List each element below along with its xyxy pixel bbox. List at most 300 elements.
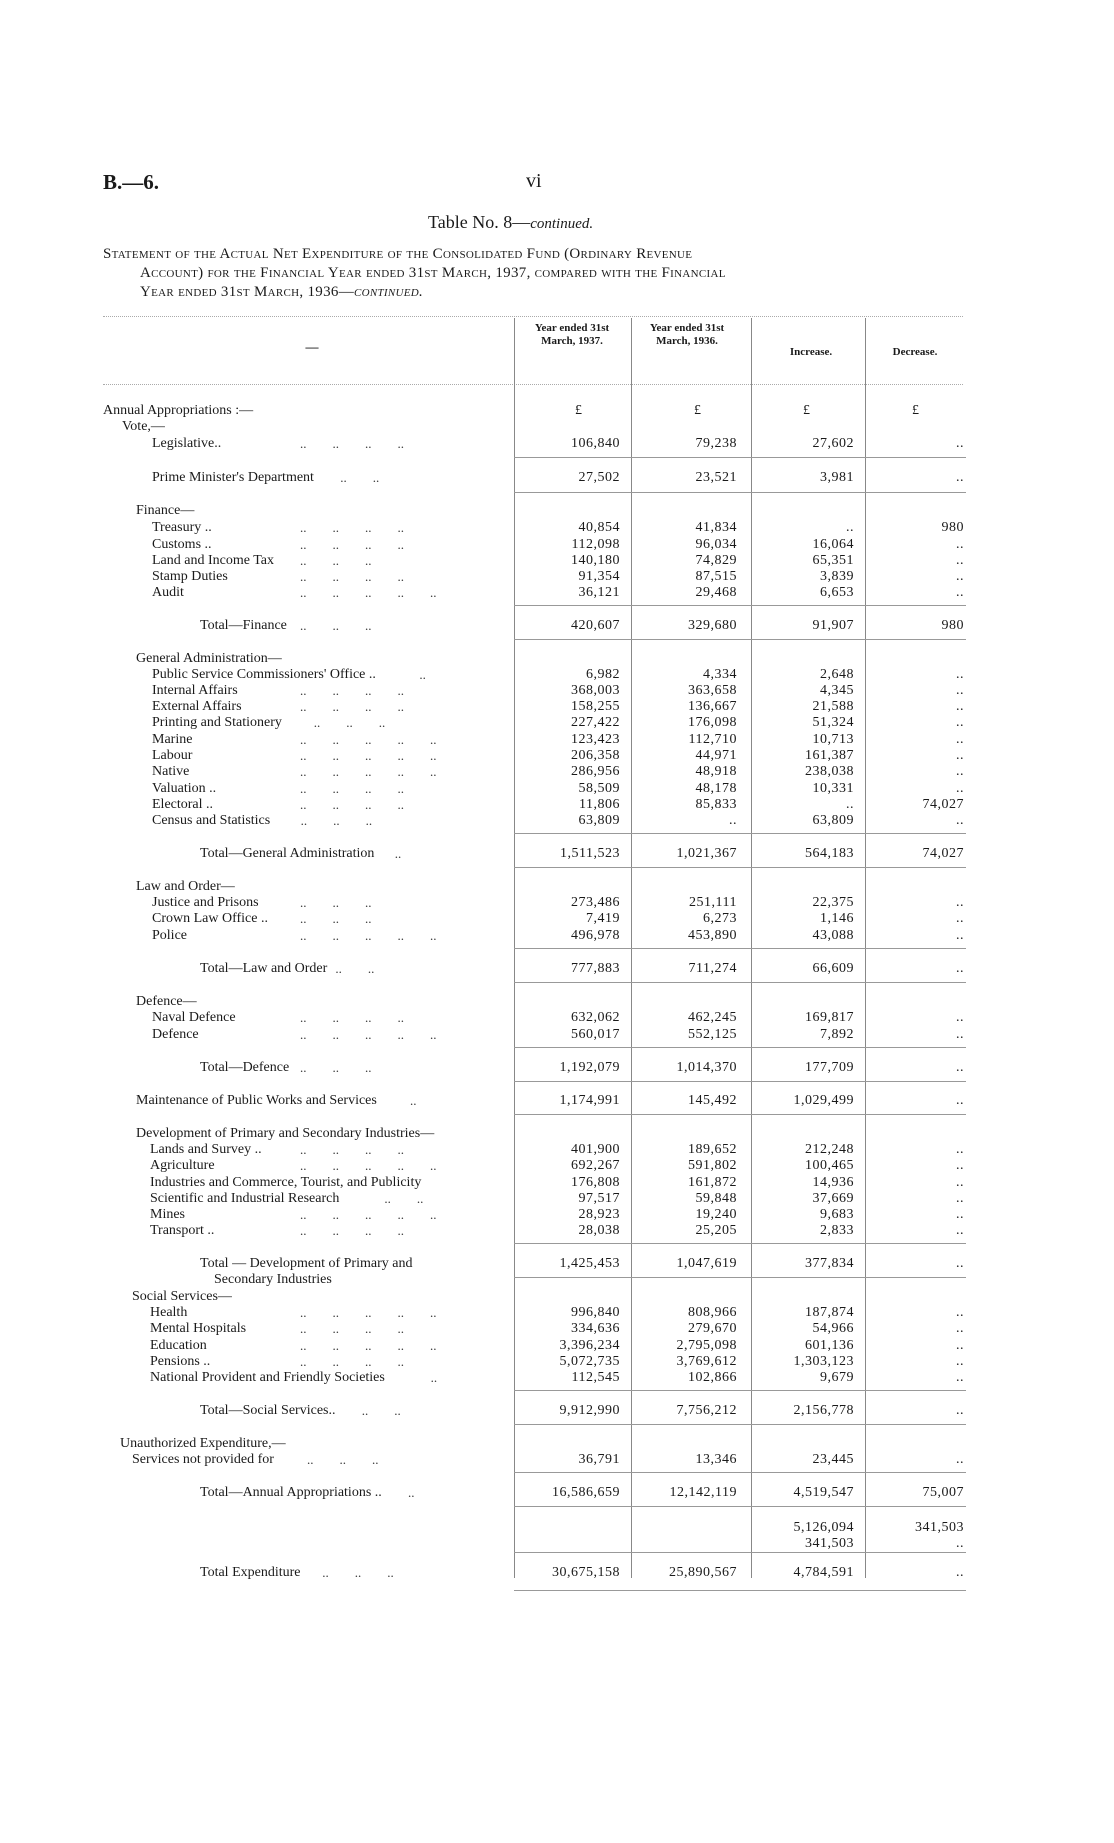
value-1936: 1,014,370 xyxy=(676,1060,737,1075)
row-label: Land and Income Tax xyxy=(152,553,274,568)
table-row-treasury xyxy=(0,520,1114,536)
table-row-total-defence xyxy=(0,1060,1114,1076)
table-row-annual-appropriations xyxy=(0,403,1114,419)
value-1937: 1,174,991 xyxy=(559,1093,620,1108)
value-increase: 65,351 xyxy=(812,553,854,568)
total-rule xyxy=(514,833,966,834)
value-decrease: .. xyxy=(956,1338,964,1353)
value-1936: 808,966 xyxy=(688,1305,737,1320)
value-decrease: .. xyxy=(956,764,964,779)
table-row-maintenance-of-public-works-and-services xyxy=(0,1093,1114,1109)
value-increase: 51,324 xyxy=(812,715,854,730)
value-decrease: .. xyxy=(956,683,964,698)
leader-dots: .. .. xyxy=(335,961,375,976)
header-year-1936: Year ended 31st March, 1936. xyxy=(649,322,725,347)
table-row-general-administration xyxy=(0,651,1114,667)
value-1936: 552,125 xyxy=(688,1027,737,1042)
table-row-naval-defence xyxy=(0,1010,1114,1026)
value-increase: 100,465 xyxy=(805,1158,854,1173)
value-1936: 48,178 xyxy=(695,781,737,796)
value-increase: 187,874 xyxy=(805,1305,854,1320)
value-decrease: .. xyxy=(956,1191,964,1206)
table-row-native xyxy=(0,764,1114,780)
value-increase: 3,839 xyxy=(820,569,854,584)
value-1937: 106,840 xyxy=(571,436,620,451)
table-row-lands-and-survey xyxy=(0,1142,1114,1158)
value-1936: 591,802 xyxy=(688,1158,737,1173)
table-row-total-annual-appropriations xyxy=(0,1485,1114,1501)
value-increase: 161,387 xyxy=(805,748,854,763)
currency-decrease: £ xyxy=(912,403,919,418)
value-decrease: 75,007 xyxy=(922,1485,964,1500)
value-decrease: 74,027 xyxy=(922,797,964,812)
value-1937: 496,978 xyxy=(571,928,620,943)
table-row-vote xyxy=(0,419,1114,435)
row-label: Total—Defence xyxy=(200,1060,290,1075)
leader-dots: .. .. xyxy=(340,470,380,485)
total-rule xyxy=(514,605,966,606)
row-label: Electoral .. xyxy=(152,797,214,812)
value-1936: .. xyxy=(729,813,737,828)
value-decrease: .. xyxy=(956,781,964,796)
value-decrease: .. xyxy=(956,1370,964,1385)
table-row-pensions xyxy=(0,1354,1114,1370)
table-row-law-and-order xyxy=(0,879,1114,895)
leader-dots: .. .. .. .. .. xyxy=(300,748,437,763)
row-label: Total — Development of Primary and xyxy=(200,1256,413,1271)
row-label: Stamp Duties xyxy=(152,569,228,584)
value-increase: 6,653 xyxy=(820,585,854,600)
leader-dots: .. .. .. xyxy=(322,1565,394,1580)
value-1936: 23,521 xyxy=(695,470,737,485)
table-row-external-affairs xyxy=(0,699,1114,715)
value-1937: 3,396,234 xyxy=(559,1338,620,1353)
row-label: Total—Annual Appropriations .. xyxy=(200,1485,382,1500)
value-1937: 11,806 xyxy=(579,797,620,812)
value-increase: 1,146 xyxy=(820,911,854,926)
total-rule xyxy=(514,492,966,493)
value-increase: 238,038 xyxy=(805,764,854,779)
total-rule xyxy=(514,1243,966,1244)
row-label: Treasury .. xyxy=(152,520,212,535)
leader-dots: .. .. .. .. xyxy=(300,520,404,535)
table-title xyxy=(428,212,593,233)
value-1936: 13,346 xyxy=(695,1452,737,1467)
table-row-valuation xyxy=(0,781,1114,797)
table-row-development-of-primary-and-secondary-industries xyxy=(0,1126,1114,1142)
row-label: Unauthorized Expenditure,— xyxy=(120,1436,286,1451)
value-1937: 28,038 xyxy=(578,1223,620,1238)
table-title-main: Table No. 8— xyxy=(428,212,531,232)
value-1937: 112,545 xyxy=(571,1370,620,1385)
value-decrease: .. xyxy=(956,1093,964,1108)
row-label: Customs .. xyxy=(152,537,212,552)
value-1936: 1,047,619 xyxy=(676,1256,737,1271)
leader-dots: .. .. .. .. xyxy=(300,683,404,698)
value-1937: 420,607 xyxy=(571,618,620,633)
value-increase: 54,966 xyxy=(812,1321,854,1336)
leader-dots: .. .. .. xyxy=(307,1452,379,1467)
total-rule xyxy=(514,1114,966,1115)
row-label: Development of Primary and Secondary Industries— xyxy=(136,1126,435,1141)
value-increase: 177,709 xyxy=(805,1060,854,1075)
value-1936: 363,658 xyxy=(688,683,737,698)
leader-dots: .. .. .. xyxy=(300,895,372,910)
leader-dots: .. .. .. .. .. xyxy=(300,1158,437,1173)
statement-line-3a: Year ended 31st March, 1936— xyxy=(140,284,354,300)
value-1937: 63,809 xyxy=(578,813,620,828)
leader-dots: .. xyxy=(408,1485,415,1500)
leader-dots: .. .. .. .. .. xyxy=(300,1338,437,1353)
value-1936: 12,142,119 xyxy=(669,1485,737,1500)
value-1936: 19,240 xyxy=(695,1207,737,1222)
row-label: Total Expenditure xyxy=(200,1565,301,1580)
leader-dots: .. .. .. xyxy=(300,618,372,633)
value-1936: 96,034 xyxy=(695,537,737,552)
table-row-census-and-statistics xyxy=(0,813,1114,829)
row-label: Justice and Prisons xyxy=(152,895,259,910)
value-increase: 1,303,123 xyxy=(793,1354,854,1369)
leader-dots: .. .. xyxy=(384,1191,424,1206)
value-decrease: .. xyxy=(956,732,964,747)
row-label: Scientific and Industrial Research xyxy=(150,1191,340,1206)
value-1937: 5,072,735 xyxy=(559,1354,620,1369)
value-1937: 273,486 xyxy=(571,895,620,910)
row-label: Total—Law and Order xyxy=(200,961,328,976)
value-decrease: .. xyxy=(956,1536,964,1551)
row-label: Census and Statistics xyxy=(152,813,271,828)
row-label: Secondary Industries xyxy=(214,1272,332,1287)
value-1937: 30,675,158 xyxy=(552,1565,620,1580)
value-1937: 28,923 xyxy=(578,1207,620,1222)
row-label: Mines xyxy=(150,1207,185,1222)
leader-dots: .. .. .. .. xyxy=(300,1223,404,1238)
row-label: Annual Appropriations :— xyxy=(103,403,254,418)
value-1936: 462,245 xyxy=(688,1010,737,1025)
value-increase: 212,248 xyxy=(805,1142,854,1157)
value-1937: 123,423 xyxy=(571,732,620,747)
row-label: Maintenance of Public Works and Services xyxy=(136,1093,377,1108)
leader-dots: .. .. .. .. .. xyxy=(300,764,437,779)
row-label: Audit xyxy=(152,585,184,600)
table-row-services-not-provided-for xyxy=(0,1452,1114,1468)
value-increase: 4,345 xyxy=(820,683,854,698)
table-row-justice-and-prisons xyxy=(0,895,1114,911)
value-increase: 9,679 xyxy=(820,1370,854,1385)
row-label: Pensions .. xyxy=(150,1354,211,1369)
leader-dots: .. xyxy=(410,1093,417,1108)
value-1936: 1,021,367 xyxy=(676,846,737,861)
value-1937: 401,900 xyxy=(571,1142,620,1157)
row-label: Valuation .. xyxy=(152,781,217,796)
value-1937: 1,192,079 xyxy=(559,1060,620,1075)
total-rule xyxy=(514,948,966,949)
table-row-total-law-and-order xyxy=(0,961,1114,977)
value-increase: 23,445 xyxy=(812,1452,854,1467)
table-row-total-social-services xyxy=(0,1403,1114,1419)
value-decrease: .. xyxy=(956,1142,964,1157)
value-decrease: .. xyxy=(956,715,964,730)
table-row-health xyxy=(0,1305,1114,1321)
table-row-agriculture xyxy=(0,1158,1114,1174)
value-1936: 711,274 xyxy=(688,961,737,976)
value-1936: 136,667 xyxy=(688,699,737,714)
value-decrease: .. xyxy=(956,1305,964,1320)
value-increase: 1,029,499 xyxy=(793,1093,854,1108)
table-row-total-expenditure xyxy=(0,1565,1114,1581)
row-label: Transport .. xyxy=(150,1223,215,1238)
value-1937: 286,956 xyxy=(571,764,620,779)
value-1936: 44,971 xyxy=(695,748,737,763)
value-increase: 2,833 xyxy=(820,1223,854,1238)
value-increase: 9,683 xyxy=(820,1207,854,1222)
value-1937: 560,017 xyxy=(571,1027,620,1042)
total-rule xyxy=(514,1390,966,1391)
value-increase: 7,892 xyxy=(820,1027,854,1042)
row-label: Marine xyxy=(152,732,193,747)
table-row-industries-and-commerce-tourist-and-publicity xyxy=(0,1175,1114,1191)
value-1936: 25,205 xyxy=(695,1223,737,1238)
row-label: Total—General Administration xyxy=(200,846,375,861)
value-increase: 377,834 xyxy=(805,1256,854,1271)
total-rule xyxy=(514,867,966,868)
value-1937: 6,982 xyxy=(586,667,620,682)
value-increase: .. xyxy=(846,797,854,812)
value-decrease: .. xyxy=(956,569,964,584)
leader-dots: .. .. .. .. xyxy=(300,1142,404,1157)
row-label: Legislative.. xyxy=(152,436,222,451)
table-row-electoral xyxy=(0,797,1114,813)
row-label: Lands and Survey .. xyxy=(150,1142,262,1157)
value-1937: 1,425,453 xyxy=(559,1256,620,1271)
row-label: Crown Law Office .. xyxy=(152,911,268,926)
row-label: Defence xyxy=(152,1027,199,1042)
value-increase: 10,331 xyxy=(812,781,854,796)
table-row-mental-hospitals xyxy=(0,1321,1114,1337)
table-row-customs xyxy=(0,537,1114,553)
leader-dots: .. .. .. .. .. xyxy=(300,1027,437,1042)
table-row-scientific-and-industrial-research xyxy=(0,1191,1114,1207)
table-row-prime-minister-s-department xyxy=(0,470,1114,486)
value-decrease: 980 xyxy=(941,618,964,633)
table-row-crown-law-office xyxy=(0,911,1114,927)
total-rule xyxy=(514,1472,966,1473)
leader-dots: .. xyxy=(419,667,426,682)
table-row-unauthorized-expenditure xyxy=(0,1436,1114,1452)
value-decrease: .. xyxy=(956,961,964,976)
value-1936: 6,273 xyxy=(703,911,737,926)
total-rule xyxy=(514,457,966,458)
table-row-total-development-of-primary-and xyxy=(0,1256,1114,1272)
table-row-total-finance xyxy=(0,618,1114,634)
row-label: Mental Hospitals xyxy=(150,1321,247,1336)
value-1937: 1,511,523 xyxy=(560,846,620,861)
table-row-transport xyxy=(0,1223,1114,1239)
total-rule xyxy=(514,1424,966,1425)
value-1937: 227,422 xyxy=(571,715,620,730)
leader-dots: .. .. .. .. .. xyxy=(300,585,437,600)
value-1937: 334,636 xyxy=(571,1321,620,1336)
row-label: Total—Finance xyxy=(200,618,287,633)
leader-dots: .. .. .. .. xyxy=(300,781,404,796)
value-increase: 341,503 xyxy=(805,1536,854,1551)
leader-dots: .. .. .. .. .. xyxy=(300,732,437,747)
value-1936: 329,680 xyxy=(688,618,737,633)
value-decrease: .. xyxy=(956,895,964,910)
row-label: Industries and Commerce, Tourist, and Publicity xyxy=(150,1175,422,1190)
leader-dots: .. .. .. xyxy=(300,1060,372,1075)
value-1937: 140,180 xyxy=(571,553,620,568)
value-1936: 112,710 xyxy=(688,732,737,747)
value-1936: 176,098 xyxy=(688,715,737,730)
table-row-legislative xyxy=(0,436,1114,452)
value-decrease: .. xyxy=(956,436,964,451)
value-1936: 48,918 xyxy=(695,764,737,779)
table-title-suffix: continued. xyxy=(530,216,594,232)
table-row-stamp-duties xyxy=(0,569,1114,585)
value-decrease: .. xyxy=(956,1452,964,1467)
leader-dots: .. .. .. .. xyxy=(300,436,404,451)
leader-dots: .. .. .. .. xyxy=(300,699,404,714)
leader-dots: .. .. .. .. xyxy=(300,1010,404,1025)
table-row-total-general-administration xyxy=(0,846,1114,862)
table-row-defence xyxy=(0,1027,1114,1043)
value-decrease: 341,503 xyxy=(915,1520,964,1535)
leader-dots: .. .. .. xyxy=(300,553,372,568)
value-1936: 2,795,098 xyxy=(676,1338,737,1353)
value-increase: 2,156,778 xyxy=(793,1403,854,1418)
table-row-labour xyxy=(0,748,1114,764)
leader-dots: .. .. .. .. xyxy=(300,1354,404,1369)
value-1937: 632,062 xyxy=(571,1010,620,1025)
total-rule xyxy=(514,1590,966,1591)
row-label: Internal Affairs xyxy=(152,683,238,698)
leader-dots: .. .. .. xyxy=(300,813,373,828)
value-increase: 169,817 xyxy=(805,1010,854,1025)
header-label-column: — xyxy=(305,339,319,354)
value-decrease: .. xyxy=(956,1321,964,1336)
value-1937: 112,098 xyxy=(571,537,620,552)
value-decrease: .. xyxy=(956,1060,964,1075)
header-year-1937: Year ended 31st March, 1937. xyxy=(534,322,610,347)
value-1936: 102,866 xyxy=(688,1370,737,1385)
leader-dots: .. .. xyxy=(361,1403,401,1418)
leader-dots: .. xyxy=(394,846,402,861)
value-decrease: .. xyxy=(956,1565,964,1580)
table-row-internal-affairs xyxy=(0,683,1114,699)
value-1937: 206,358 xyxy=(571,748,620,763)
value-1937: 176,808 xyxy=(571,1175,620,1190)
value-decrease: .. xyxy=(956,470,964,485)
value-1937: 9,912,990 xyxy=(559,1403,620,1418)
value-decrease: .. xyxy=(956,1207,964,1222)
table-row-mines xyxy=(0,1207,1114,1223)
value-decrease: .. xyxy=(956,1403,964,1418)
table-row-public-service-commissioners-office xyxy=(0,667,1114,683)
row-label: Labour xyxy=(152,748,193,763)
value-decrease: .. xyxy=(956,928,964,943)
total-rule xyxy=(514,1047,966,1048)
total-rule xyxy=(514,1277,966,1278)
currency-increase: £ xyxy=(803,403,810,418)
value-1936: 41,834 xyxy=(695,520,737,535)
row-label: National Provident and Friendly Societies xyxy=(150,1370,385,1385)
leader-dots: .. .. .. .. xyxy=(300,569,404,584)
leader-dots: .. .. .. .. .. xyxy=(300,1207,437,1222)
value-decrease: .. xyxy=(956,699,964,714)
row-label: Public Service Commissioners' Office .. xyxy=(152,667,376,682)
value-increase: 3,981 xyxy=(820,470,854,485)
table-row-secondary-industries xyxy=(0,1272,1114,1288)
leader-dots: .. xyxy=(430,1370,438,1385)
total-rule xyxy=(514,1506,966,1507)
value-increase: 2,648 xyxy=(820,667,854,682)
value-increase: 22,375 xyxy=(812,895,854,910)
row-label: Prime Minister's Department xyxy=(152,470,314,485)
row-label: Police xyxy=(152,928,187,943)
currency-1936: £ xyxy=(694,403,701,418)
value-increase: 91,907 xyxy=(812,618,854,633)
page-number: vi xyxy=(526,170,542,192)
leader-dots: .. .. .. .. xyxy=(300,1321,404,1336)
value-1936: 4,334 xyxy=(703,667,737,682)
leader-dots: .. .. .. .. .. xyxy=(300,928,437,943)
value-1937: 996,840 xyxy=(571,1305,620,1320)
value-1936: 3,769,612 xyxy=(676,1354,737,1369)
value-decrease: .. xyxy=(956,667,964,682)
value-decrease: .. xyxy=(956,1223,964,1238)
value-increase: 601,136 xyxy=(805,1338,854,1353)
value-1936: 251,111 xyxy=(689,895,737,910)
row-label: Services not provided for xyxy=(132,1452,274,1467)
row-label: Health xyxy=(150,1305,188,1320)
table-row-blank xyxy=(0,1536,1114,1552)
row-label: Naval Defence xyxy=(152,1010,236,1025)
table-row-marine xyxy=(0,732,1114,748)
value-1936: 279,670 xyxy=(688,1321,737,1336)
table-row-national-provident-and-friendly-societies xyxy=(0,1370,1114,1386)
total-rule xyxy=(514,1552,966,1553)
table-row-finance xyxy=(0,503,1114,519)
row-label: Education xyxy=(150,1338,207,1353)
row-label: External Affairs xyxy=(152,699,242,714)
table-row-audit xyxy=(0,585,1114,601)
statement-line-1: Statement of the Actual Net Expenditure of the Consolidated Fund (Ordinary Revenue xyxy=(103,246,693,262)
value-1937: 27,502 xyxy=(578,470,620,485)
value-1937: 777,883 xyxy=(571,961,620,976)
value-1936: 87,515 xyxy=(695,569,737,584)
header-bottom-rule xyxy=(103,384,963,385)
value-1936: 161,872 xyxy=(688,1175,737,1190)
leader-dots: .. .. .. .. xyxy=(300,537,404,552)
value-increase: 27,602 xyxy=(812,436,854,451)
value-increase: .. xyxy=(846,520,854,535)
value-1937: 36,791 xyxy=(578,1452,620,1467)
value-decrease: .. xyxy=(956,553,964,568)
total-rule xyxy=(514,639,966,640)
value-1937: 91,354 xyxy=(578,569,620,584)
value-decrease: .. xyxy=(956,1027,964,1042)
total-rule xyxy=(514,982,966,983)
value-increase: 66,609 xyxy=(812,961,854,976)
value-increase: 5,126,094 xyxy=(793,1520,854,1535)
row-label: General Administration— xyxy=(136,651,282,666)
row-label: Law and Order— xyxy=(136,879,235,894)
value-1936: 25,890,567 xyxy=(669,1565,737,1580)
value-increase: 564,183 xyxy=(805,846,854,861)
value-1936: 85,833 xyxy=(695,797,737,812)
header-decrease: Decrease. xyxy=(892,346,938,358)
